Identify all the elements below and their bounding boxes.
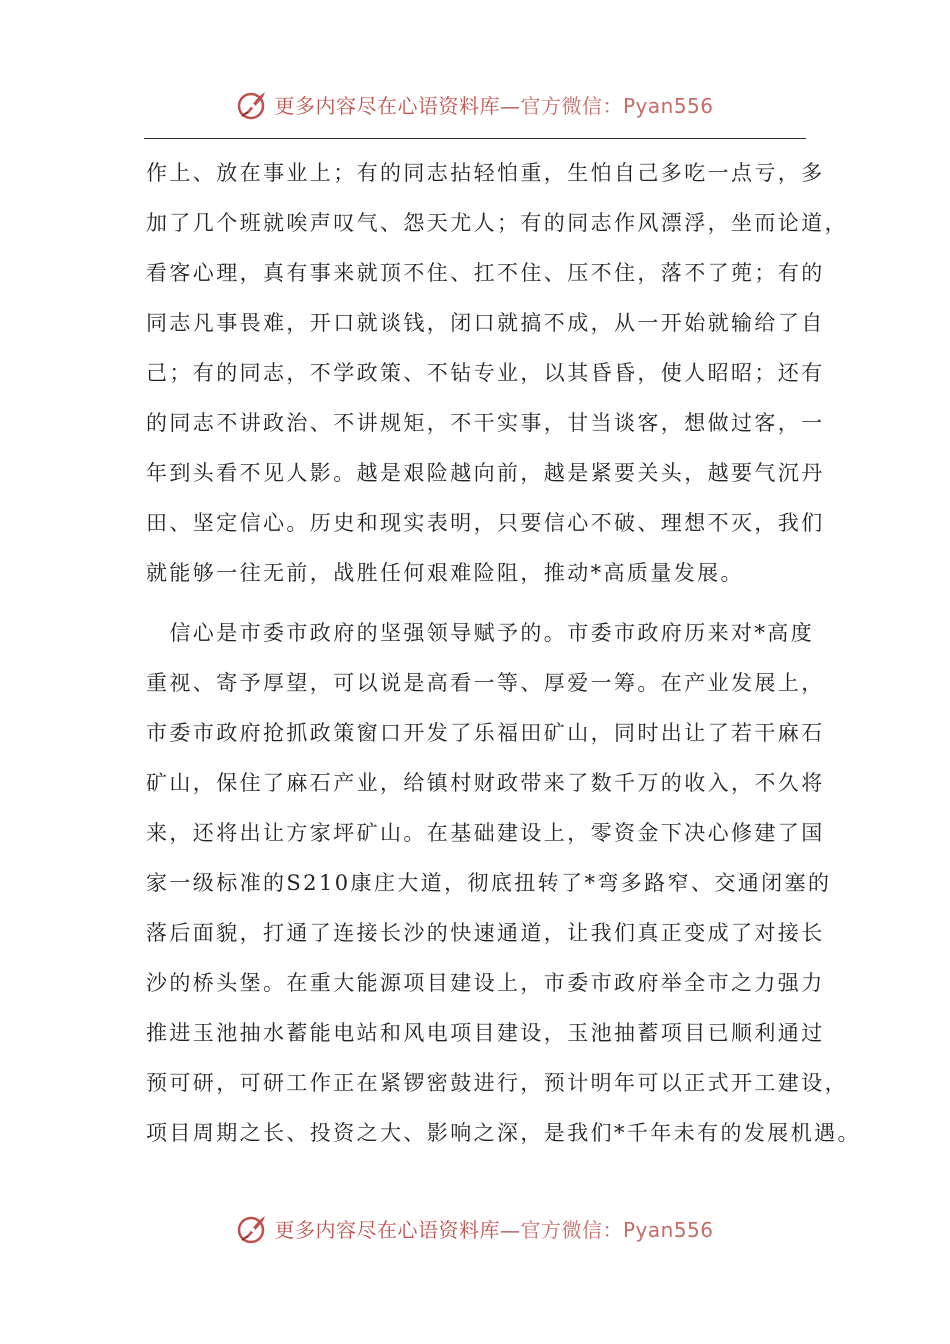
header-banner	[0, 84, 950, 124]
text-line: 来，还将出让方家坪矿山。在基础建设上，零资金下决心修建了国	[146, 821, 825, 845]
header-wechat-label: 官方微信：	[520, 93, 623, 118]
text-line: 重视、寄予厚望，可以说是高看一等、厚爱一筹。在产业发展上，	[146, 671, 825, 695]
footer-brand-text: 更多内容尽在心语资料库	[274, 1217, 500, 1242]
text-line: 市委市政府抢抓政策窗口开发了乐福田矿山，同时出让了若干麻石	[146, 721, 825, 745]
text-line: 年到头看不见人影。越是艰险越向前，越是紧要关头，越要气沉丹	[146, 461, 825, 485]
footer-brand	[274, 1214, 713, 1243]
footer-wechat-id: Pyan556	[622, 1217, 714, 1242]
text-line: 预可研，可研工作正在紧锣密鼓进行，预计明年可以正式开工建设，	[146, 1071, 848, 1095]
text-line: 作上、放在事业上；有的同志拈轻怕重，生怕自己多吃一点亏，多	[146, 161, 825, 185]
text-line: 沙的桥头堡。在重大能源项目建设上，市委市政府举全市之力强力	[146, 971, 825, 995]
pen-nib-circle-icon	[236, 1210, 272, 1246]
paragraph-1	[146, 148, 848, 598]
text-line: 己；有的同志，不学政策、不钻专业，以其昏昏，使人昭昭；还有	[146, 361, 825, 385]
text-line: 落后面貌，打通了连接长沙的快速通道，让我们真正变成了对接长	[146, 921, 825, 945]
text-line: 看客心理，真有事来就顶不住、扛不住、压不住，落不了蔸；有的	[146, 261, 825, 285]
pen-nib-circle-icon	[236, 86, 272, 122]
text-line: 矿山，保住了麻石产业，给镇村财政带来了数千万的收入，不久将	[146, 771, 825, 795]
footer-separator: —	[499, 1217, 521, 1242]
text-line: 同志凡事畏难，开口就谈钱，闭口就搞不成，从一开始就输给了自	[146, 311, 825, 335]
header-divider	[144, 138, 806, 139]
text-line: 信心是市委市政府的坚强领导赋予的。市委市政府历来对*高度	[146, 621, 815, 645]
footer-banner	[0, 1208, 950, 1248]
header-separator: —	[499, 93, 521, 118]
text-line: 加了几个班就唉声叹气、怨天尤人；有的同志作风漂浮，坐而论道，	[146, 211, 848, 235]
text-line: 田、坚定信心。历史和现实表明，只要信心不破、理想不灭，我们	[146, 511, 825, 535]
document-body	[146, 148, 861, 1158]
footer-wechat-label: 官方微信：	[520, 1217, 623, 1242]
header-brand	[274, 90, 713, 119]
text-line: 就能够一往无前，战胜任何艰难险阻，推动*高质量发展。	[146, 561, 744, 585]
text-line: 家一级标准的S210康庄大道，彻底扭转了*弯多路窄、交通闭塞的	[146, 871, 832, 895]
text-line: 推进玉池抽水蓄能电站和风电项目建设，玉池抽蓄项目已顺利通过	[146, 1021, 825, 1045]
text-line: 的同志不讲政治、不讲规矩，不干实事，甘当谈客，想做过客，一	[146, 411, 825, 435]
text-line: 项目周期之长、投资之大、影响之深，是我们*千年未有的发展机遇。	[146, 1121, 861, 1145]
paragraph-gap	[146, 598, 816, 608]
header-brand-text: 更多内容尽在心语资料库	[274, 93, 500, 118]
paragraph-2	[146, 608, 861, 1158]
header-wechat-id: Pyan556	[622, 93, 714, 118]
